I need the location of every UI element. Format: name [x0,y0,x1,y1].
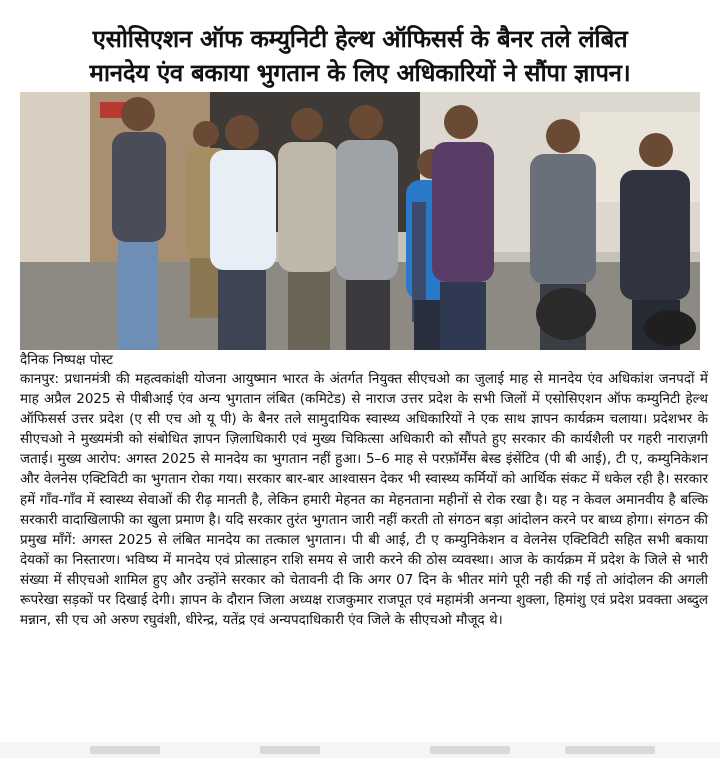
print-smudge [260,746,320,754]
headline-line-1: एसोसिएशन ऑफ कम्युनिटी हेल्थ ऑफिसर्स के बैनर तले लंबित [92,25,628,53]
article-body: कानपुर: प्रधानमंत्री की महत्वकांक्षी योजना आयुष्मान भारत के अंतर्गत नियुक्त सीएचओ का जुलाई माह से मानदेय एंव अधिकांश जनपदों में माह अप्रैल 2025 से पीबीआई एंव अन्य भुगतान लंबित (कमिटेड) से नाराज उत्तर प्रदेश के सभी जिलों में एसोसिएशन ऑफ कम्युनिटी हेल्थ ऑफिसर्स उत्तर प्रदेश (ए सी एच ओ यू पी) के बैनर तले सामुदायिक स्वास्थ्य अधिकारियों ने एक साथ ज्ञापन कार्यक्रम चलाया। प्रदेशभर के सीएचओ ने मुख्यमंत्री को संबोधित ज्ञापन ज़िलाधिकारी एवं मुख्य चिकित्सा अधिकारी को सौंपते हुए सरकार की कार्यशैली पर गहरी नाराज़गी जताई। मुख्य आरोप: अगस्त 2025 से मानदेय का भुगतान नहीं हुआ। 5–6 माह से परफ़ॉर्मेंस बेस्ड इंसेंटिव (पी बी आई), टी ए, कम्युनिकेशन और वेलनेस एक्टिविटी का भुगतान रोका गया। सरकार बार-बार आश्वासन देकर भी स्वास्थ्य कर्मियों को आर्थिक संकट में धकेल रही है। सरकार हमें गाँव-गाँव में स्वास्थ्य सेवाओं की रीढ़ मानती है, लेकिन हमारी मेहनत का मेहनताना महीनों से रोक रखा है। यह न केवल अमानवीय है बल्कि सरकारी वादाखिलाफी का खुला प्रमाण है। यदि सरकार तुरंत भुगतान जारी नहीं करती तो संगठन बड़ा आंदोलन करने पर बाध्य होगा। संगठन की प्रमुख माँगें: अगस्त 2025 से लंबित मानदेय का तत्काल भुगतान। पी बी आई, टी ए कम्युनिकेशन व वेलनेस एक्टिविटी सहित सभी बकाया देयकों का निस्तारण। भविष्य में मानदेय एवं प्रोत्साहन राशि समय से जारी करने की ठोस व्यवस्था। आज के कार्यक्रम में प्रदेश के जिले से भारी संख्या में सीएचओ शामिल हुए और उन्होंने सरकार को चेतावनी दी कि अगर 07 दिन के भीतर मांगे पूरी नही की गई तो आंदोलन की अगली रूपरेखा सड़कों पर दिखाई देगी। ज्ञापन के दौरान जिला अध्यक्ष राजकुमार राजपूत एवं महामंत्री अनन्या शुक्ला, हिमांशु एवं प्रदेश प्रवक्ता अब्दुल मन्नान, सी एच ओ अरुण रघुवंशी, धीरेन्द्र, यतेंद्र एवं अन्यपदाधिकारी एंव जिले के सीएचओ मौजूद थे। [20,371,708,629]
print-smudge [430,746,510,754]
group-photo-icon [20,92,700,350]
byline: दैनिक निष्पक्ष पोस्ट [20,352,114,368]
article-photo [20,92,700,350]
article-headline [0,22,720,90]
print-smudge [90,746,160,754]
print-smudge [565,746,655,754]
headline-line-2: मानदेय एंव बकाया भुगतान के लिए अधिकारियों ने सौंपा ज्ञापन। [89,59,631,87]
bottom-edge-strip [0,742,720,758]
